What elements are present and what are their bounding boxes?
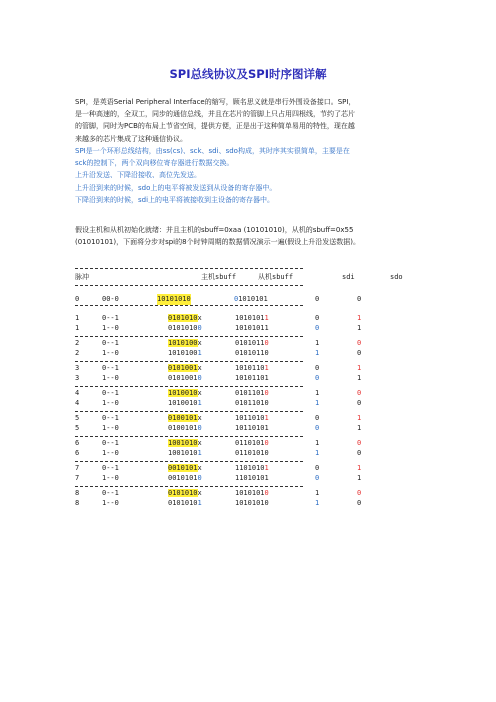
cell-master-sbuff xyxy=(168,323,202,334)
slave-bits: 1011010 xyxy=(235,414,265,422)
cell-pulse: 0 xyxy=(75,295,80,303)
cell-sdi: 0 xyxy=(315,414,320,422)
cell-sdi: 0 xyxy=(315,314,320,322)
cell-sdi: 0 xyxy=(315,364,320,372)
table-row xyxy=(75,348,435,359)
master-received-bit: 1 xyxy=(197,499,202,507)
table-divider xyxy=(75,305,303,306)
master-bits: 0101001 xyxy=(168,374,198,382)
intro-line: 来越多的芯片集成了这种通信协议。 xyxy=(75,134,187,143)
cell-sdo: 0 xyxy=(357,399,362,407)
master-shifted-bits: 0100101 xyxy=(168,414,198,422)
master-bits: 0101010 xyxy=(168,499,198,507)
cell-sdi: 0 xyxy=(315,324,320,332)
cell-slave-sbuff: 10101101 xyxy=(235,374,269,382)
cell-pulse: 8 xyxy=(75,489,80,497)
cell-edge: 0--1 xyxy=(102,489,119,497)
cell-sdi: 1 xyxy=(315,449,320,457)
cell-sdo: 0 xyxy=(357,295,362,303)
cell-edge: 0--1 xyxy=(102,414,119,422)
description-line: sck的控制下，两个双向移位寄存器进行数据交换。 xyxy=(75,159,234,168)
description-paragraph xyxy=(75,145,427,206)
slave-received-bit: 0 xyxy=(264,339,269,347)
description-line: 上升沿到来的时候，sdo上的电平将被发送到从设备的寄存器中。 xyxy=(75,183,277,192)
cell-slave-sbuff: 10110101 xyxy=(235,424,269,432)
cell-sdo: 1 xyxy=(357,324,362,332)
table-row-initial xyxy=(75,294,435,305)
table-divider xyxy=(75,285,303,286)
master-shifted-bits: 0101001 xyxy=(168,364,198,372)
cell-edge: 1--0 xyxy=(102,399,119,407)
cell-pulse: 6 xyxy=(75,439,80,447)
cell-slave-sbuff: 01101010 xyxy=(235,449,269,457)
description-line: 上升沿发送、下降沿接收、高位先发送。 xyxy=(75,171,201,180)
master-empty-bit: x xyxy=(197,339,202,347)
cell-master-sbuff: 10101010 xyxy=(157,295,191,303)
cell-pulse: 4 xyxy=(75,389,80,397)
header-slave-sbuff: 从机sbuff xyxy=(258,273,294,281)
cell-sdo: 1 xyxy=(357,474,362,482)
table-divider xyxy=(75,336,303,337)
cell-slave-sbuff: 11010101 xyxy=(235,474,269,482)
cell-sdi: 1 xyxy=(315,399,320,407)
cell-pulse: 5 xyxy=(75,424,80,432)
cell-sdo: 0 xyxy=(357,389,362,397)
master-empty-bit: x xyxy=(197,314,202,322)
cell-sdo: 0 xyxy=(357,489,362,497)
table-row xyxy=(75,498,435,509)
slave-first-bit: 0 xyxy=(234,295,239,303)
intro-line: 是一种高速的，全双工，同步的通信总线，并且在芯片的管脚上只占用四根线，节约了芯片 xyxy=(75,110,355,119)
cell-sdo: 0 xyxy=(357,439,362,447)
slave-rest-bits: 1010101 xyxy=(238,295,268,303)
cell-edge: 00-0 xyxy=(102,295,119,303)
master-shifted-bits: 1001010 xyxy=(168,439,198,447)
cell-master-sbuff xyxy=(168,473,202,484)
master-bits: 0100101 xyxy=(168,424,198,432)
table-divider xyxy=(75,268,303,269)
cell-edge: 0--1 xyxy=(102,314,119,322)
header-sdo: sdo xyxy=(390,273,403,281)
table-divider xyxy=(75,461,303,462)
master-shifted-bits: 0010101 xyxy=(168,464,198,472)
master-empty-bit: x xyxy=(197,389,202,397)
table-divider xyxy=(75,386,303,387)
cell-edge: 1--0 xyxy=(102,449,119,457)
cell-pulse: 8 xyxy=(75,499,80,507)
slave-received-bit: 1 xyxy=(264,314,269,322)
master-received-bit: 1 xyxy=(197,449,202,457)
cell-pulse: 7 xyxy=(75,464,80,472)
slave-bits: 1010101 xyxy=(235,314,265,322)
cell-sdo: 0 xyxy=(357,339,362,347)
cell-sdo: 0 xyxy=(357,499,362,507)
master-received-bit: 1 xyxy=(197,399,202,407)
cell-sdo: 1 xyxy=(357,414,362,422)
master-received-bit: 0 xyxy=(197,374,202,382)
master-received-bit: 1 xyxy=(197,349,202,357)
cell-pulse: 2 xyxy=(75,339,80,347)
cell-pulse: 6 xyxy=(75,449,80,457)
slave-received-bit: 1 xyxy=(264,414,269,422)
table-row xyxy=(75,473,435,484)
slave-bits: 0110101 xyxy=(235,439,265,447)
slave-received-bit: 1 xyxy=(264,464,269,472)
cell-sdo: 1 xyxy=(357,374,362,382)
description-line: 下降沿到来的时候，sdi上的电平将被接收到主设备的寄存器中。 xyxy=(75,195,275,204)
table-divider xyxy=(75,436,303,437)
cell-edge: 1--0 xyxy=(102,424,119,432)
header-sdi: sdi xyxy=(342,273,355,281)
table-divider xyxy=(75,486,303,487)
cell-master-sbuff xyxy=(168,348,202,359)
header-master-sbuff: 主机sbuff xyxy=(201,273,237,281)
assumption-paragraph xyxy=(75,224,427,248)
cell-sdi: 0 xyxy=(315,295,320,303)
master-empty-bit: x xyxy=(197,439,202,447)
cell-pulse: 7 xyxy=(75,474,80,482)
intro-line: 的管脚，同时为PCB的布局上节省空间，提供方便，正是出于这种简单易用的特性，现在越 xyxy=(75,122,355,131)
table-divider xyxy=(75,361,303,362)
table-divider xyxy=(75,411,303,412)
cell-sdi: 1 xyxy=(315,349,320,357)
master-bits: 0101010 xyxy=(168,324,198,332)
cell-edge: 1--0 xyxy=(102,474,119,482)
master-received-bit: 0 xyxy=(197,324,202,332)
table-row xyxy=(75,448,435,459)
master-empty-bit: x xyxy=(197,364,202,372)
cell-slave-sbuff: 01010110 xyxy=(235,349,269,357)
master-bits: 1001010 xyxy=(168,449,198,457)
cell-pulse: 1 xyxy=(75,314,80,322)
description-line: SPI是一个环形总线结构，由ss(cs)、sck、sdi、sdo构成，其时序其实很简单，主要是在 xyxy=(75,147,350,155)
cell-edge: 0--1 xyxy=(102,464,119,472)
cell-edge: 1--0 xyxy=(102,349,119,357)
master-empty-bit: x xyxy=(197,464,202,472)
slave-bits: 0101011 xyxy=(235,339,265,347)
cell-master-sbuff xyxy=(168,373,202,384)
cell-sdo: 0 xyxy=(357,349,362,357)
table-header-row xyxy=(75,272,435,283)
cell-edge: 1--0 xyxy=(102,324,119,332)
cell-pulse: 3 xyxy=(75,364,80,372)
slave-bits: 1010101 xyxy=(235,489,265,497)
cell-sdi: 0 xyxy=(315,464,320,472)
cell-master-sbuff xyxy=(168,423,202,434)
table-row xyxy=(75,323,435,334)
cell-sdi: 1 xyxy=(315,489,320,497)
assumption-line: (01010101)，下面将分步对spi的8个时钟周期的数据情况演示一遍(假设上升沿发送数据)。 xyxy=(75,238,361,247)
cell-sdi: 1 xyxy=(315,439,320,447)
table-row xyxy=(75,373,435,384)
cell-sdi: 1 xyxy=(315,499,320,507)
slave-bits: 1010110 xyxy=(235,364,265,372)
cell-slave-sbuff: 10101010 xyxy=(235,499,269,507)
slave-bits: 1101010 xyxy=(235,464,265,472)
cell-pulse: 3 xyxy=(75,374,80,382)
master-bits: 1010010 xyxy=(168,399,198,407)
master-empty-bit: x xyxy=(197,489,202,497)
cell-edge: 0--1 xyxy=(102,389,119,397)
cell-pulse: 4 xyxy=(75,399,80,407)
slave-received-bit: 0 xyxy=(264,489,269,497)
cell-edge: 1--0 xyxy=(102,374,119,382)
table-row xyxy=(75,398,435,409)
cell-master-sbuff xyxy=(168,498,202,509)
cell-pulse: 2 xyxy=(75,349,80,357)
master-received-bit: 0 xyxy=(197,474,202,482)
cell-pulse: 1 xyxy=(75,324,80,332)
table-row xyxy=(75,423,435,434)
cell-sdo: 0 xyxy=(357,449,362,457)
cell-sdo: 1 xyxy=(357,424,362,432)
cell-sdo: 1 xyxy=(357,464,362,472)
master-empty-bit: x xyxy=(197,414,202,422)
slave-received-bit: 0 xyxy=(264,439,269,447)
intro-line: SPI，是英语Serial Peripheral Interface的缩写，顾名思义就是串行外围设备接口。SPI， xyxy=(75,98,356,106)
cell-master-sbuff xyxy=(168,448,202,459)
cell-edge: 0--1 xyxy=(102,364,119,372)
cell-edge: 0--1 xyxy=(102,439,119,447)
master-received-bit: 0 xyxy=(197,424,202,432)
master-shifted-bits: 0101010 xyxy=(168,314,198,322)
cell-edge: 0--1 xyxy=(102,339,119,347)
assumption-line: 假设主机和从机初始化就绪：并且主机的sbuff=0xaa (10101010)，从机的sbuff=0x55 xyxy=(75,226,354,234)
cell-slave-sbuff: 10101011 xyxy=(235,324,269,332)
slave-received-bit: 1 xyxy=(264,364,269,372)
master-bits: 1010100 xyxy=(168,349,198,357)
slave-received-bit: 0 xyxy=(264,389,269,397)
cell-sdo: 1 xyxy=(357,314,362,322)
cell-slave-sbuff xyxy=(234,294,268,305)
cell-sdi: 1 xyxy=(315,389,320,397)
header-pulse: 脉冲 xyxy=(75,273,89,281)
cell-slave-sbuff: 01011010 xyxy=(235,399,269,407)
master-bits: 0010101 xyxy=(168,474,198,482)
intro-paragraph xyxy=(75,96,427,145)
cell-master-sbuff xyxy=(168,398,202,409)
cell-sdi: 0 xyxy=(315,474,320,482)
master-shifted-bits: 0101010 xyxy=(168,489,198,497)
master-shifted-bits: 1010010 xyxy=(168,389,198,397)
page-title: SPI总线协议及SPI时序图详解 xyxy=(169,67,327,81)
master-shifted-bits: 1010100 xyxy=(168,339,198,347)
cell-sdi: 1 xyxy=(315,339,320,347)
cell-sdo: 1 xyxy=(357,364,362,372)
cell-sdi: 0 xyxy=(315,424,320,432)
cell-sdi: 0 xyxy=(315,374,320,382)
cell-pulse: 5 xyxy=(75,414,80,422)
cell-edge: 1--0 xyxy=(102,499,119,507)
slave-bits: 0101101 xyxy=(235,389,265,397)
